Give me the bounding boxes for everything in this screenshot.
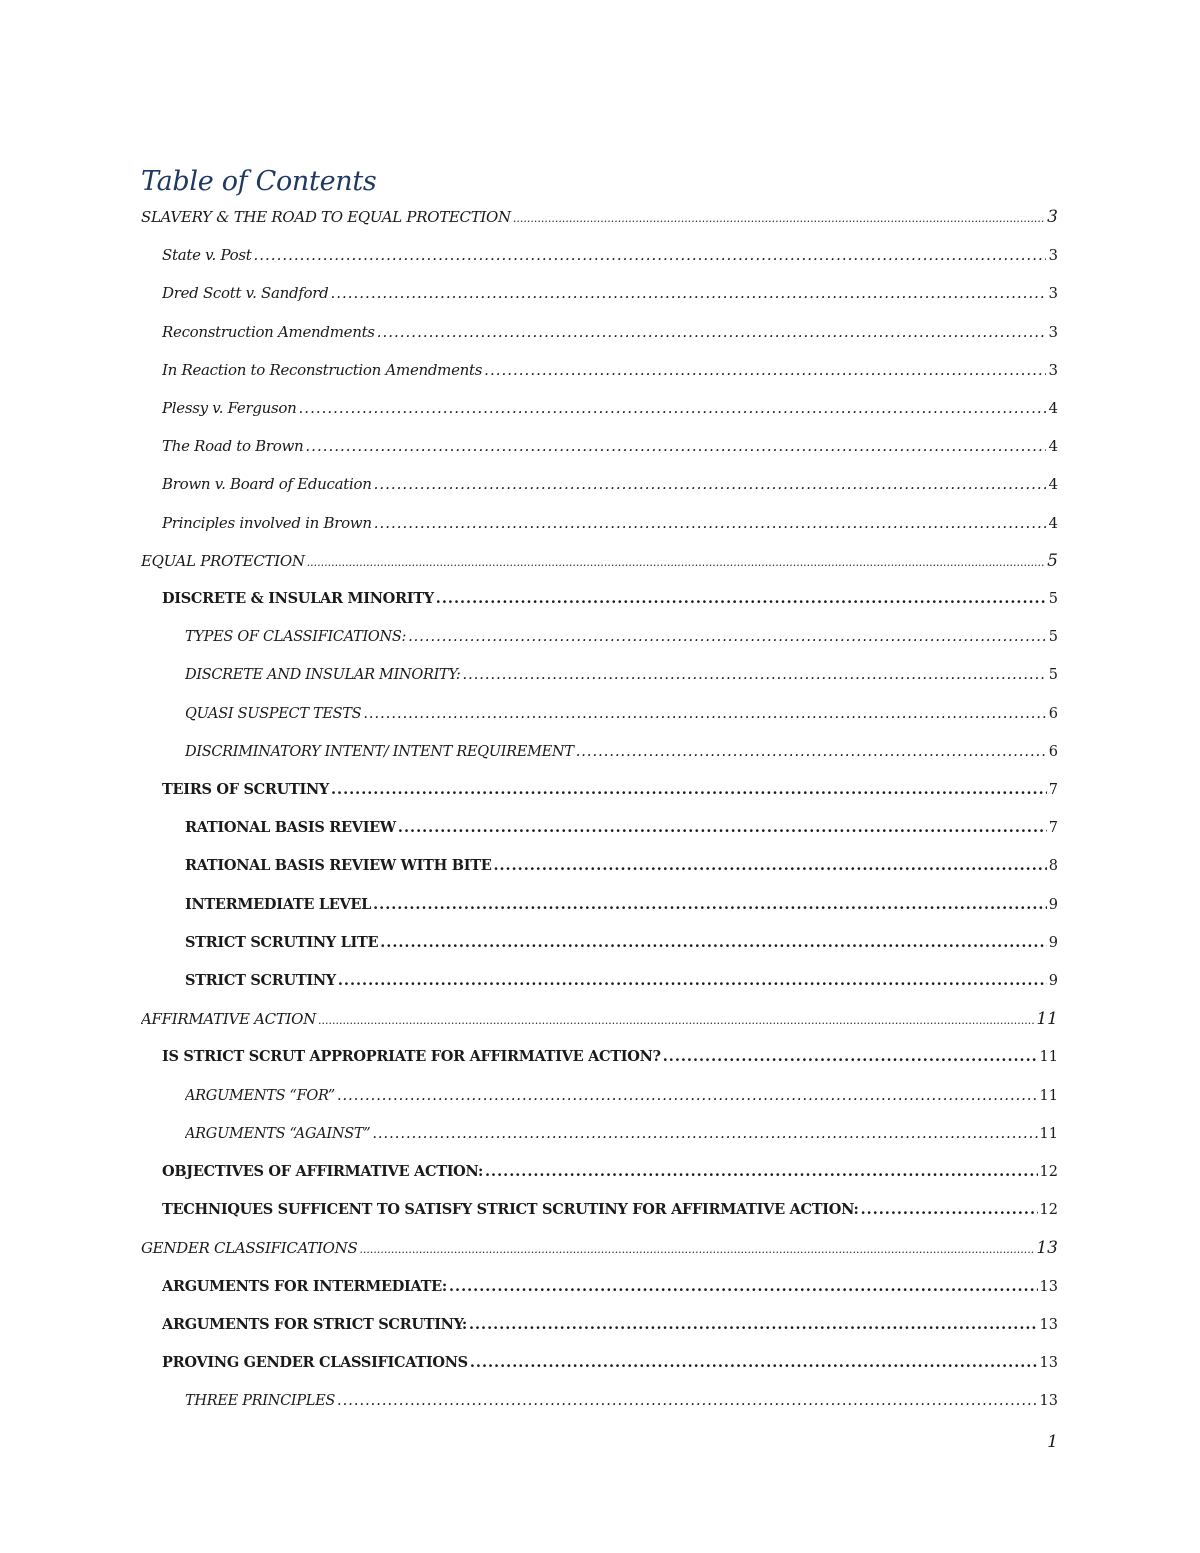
toc-entry-label: OBJECTIVES OF AFFIRMATIVE ACTION: [162,1163,483,1180]
toc-dot-leader [377,320,1047,344]
toc-entry-page: 6 [1048,743,1058,760]
toc-entry-page: 5 [1048,591,1058,607]
toc-entry-page: 4 [1048,399,1058,417]
toc-entry-label: QUASI SUSPECT TESTS [185,705,362,722]
toc-entry-page: 4 [1048,437,1058,456]
toc-entry[interactable] [162,1351,1058,1375]
toc-entry-label: EQUAL PROTECTION [141,551,305,570]
toc-dot-leader [299,396,1047,420]
toc-entry-label: GENDER CLASSIFICATIONS [141,1239,358,1258]
toc-dot-leader [470,1351,1038,1375]
toc-entry[interactable] [185,625,1058,649]
toc-entry[interactable] [185,1122,1058,1146]
toc-entry-label: STRICT SCRUTINY LITE [185,933,379,951]
toc-dot-leader [331,778,1047,802]
toc-entry[interactable] [185,1084,1058,1108]
toc-entry[interactable] [162,1045,1058,1069]
toc-dot-leader [318,1009,1034,1031]
toc-entry[interactable] [185,740,1058,764]
toc-dot-leader [374,511,1047,535]
toc-entry-page: 11 [1039,1125,1058,1142]
toc-entry-label: SLAVERY & THE ROAD TO EQUAL PROTECTION [141,208,511,226]
toc-entry-page: 13 [1039,1355,1058,1371]
toc-entry-label: DISCRETE AND INSULAR MINORITY: [185,667,461,684]
toc-entry[interactable] [185,969,1058,993]
toc-entry-label: ARGUMENTS “FOR” [185,1087,335,1104]
toc-entry-page: 12 [1039,1164,1058,1180]
toc-dot-leader [576,740,1047,764]
toc-entry[interactable] [162,281,1058,305]
toc-entry-page: 4 [1048,513,1058,532]
toc-entry[interactable] [162,396,1058,420]
toc-dot-leader [493,854,1046,878]
toc-entry-page: 11 [1036,1009,1058,1030]
toc-entry-label: In Reaction to Reconstruction Amendments [162,360,483,379]
toc-entry-page: 5 [1047,550,1058,571]
toc-entry-label: IS STRICT SCRUT APPROPRIATE FOR AFFIRMATIVE ACTION? [162,1048,661,1066]
toc-dot-leader [374,472,1047,496]
toc-entry[interactable] [185,854,1058,878]
toc-entry-page: 13 [1039,1278,1058,1295]
toc-dot-leader [436,587,1047,611]
toc-entry[interactable] [162,1198,1058,1222]
toc-dot-leader [408,625,1047,649]
toc-heading: Table of Contents [141,166,377,197]
toc-entry[interactable] [185,663,1058,687]
toc-dot-leader [861,1198,1038,1222]
toc-entry-page: 4 [1048,475,1058,494]
toc-dot-leader [380,931,1047,955]
toc-entry-label: INTERMEDIATE LEVEL [185,895,372,913]
toc-entry-label: THREE PRINCIPLES [185,1393,336,1410]
toc-entry-label: Reconstruction Amendments [162,322,375,341]
toc-entry-label: The Road to Brown [162,437,304,456]
toc-dot-leader [469,1313,1038,1337]
toc-entry[interactable] [141,1007,1058,1031]
toc-dot-leader [485,1160,1038,1184]
toc-dot-leader [254,243,1047,267]
toc-entry-label: AFFIRMATIVE ACTION [141,1010,316,1029]
toc-entry-label: Plessy v. Ferguson [162,399,297,417]
toc-entry[interactable] [185,1389,1058,1413]
toc-entry-page: 6 [1048,705,1058,722]
toc-dot-leader [330,281,1046,305]
toc-entry[interactable] [162,587,1058,611]
toc-entry-label: STRICT SCRUTINY [185,972,336,989]
toc-entry-label: DISCRETE & INSULAR MINORITY [162,590,434,607]
toc-dot-leader [363,702,1046,726]
toc-dot-leader [484,358,1046,382]
toc-dot-leader [337,1389,1038,1413]
toc-entry[interactable] [185,893,1058,917]
toc-dot-leader [307,551,1046,573]
toc-entry[interactable] [162,511,1058,535]
toc-entry-label: State v. Post [162,246,252,265]
toc-entry-label: ARGUMENTS FOR STRICT SCRUTINY: [162,1315,467,1333]
toc-entry-page: 9 [1048,934,1058,951]
toc-entry[interactable] [185,931,1058,955]
toc-entry-label: TYPES OF CLASSIFICATIONS: [185,629,407,646]
toc-entry-page: 7 [1048,820,1058,837]
toc-entry-page: 13 [1039,1393,1058,1410]
toc-entry-page: 11 [1039,1087,1058,1104]
toc-entry-page: 9 [1048,896,1058,913]
toc-entry-page: 3 [1048,246,1058,265]
toc-entry[interactable] [162,1275,1058,1299]
toc-entry[interactable] [162,472,1058,496]
toc-dot-leader [337,1084,1038,1108]
toc-dot-leader [305,434,1046,458]
toc-dot-leader [663,1045,1038,1069]
toc-entry-label: ARGUMENTS FOR INTERMEDIATE: [162,1277,447,1295]
toc-dot-leader [373,893,1047,917]
toc-entry-page: 9 [1048,973,1058,989]
toc-entry-page: 5 [1048,667,1058,684]
toc-entry-page: 5 [1048,629,1058,646]
toc-dot-leader [398,816,1047,840]
toc-entry[interactable] [162,778,1058,802]
toc-dot-leader [513,207,1045,229]
toc-entry-page: 3 [1048,360,1058,379]
toc-entry[interactable] [162,243,1058,267]
toc-entry-page: 11 [1039,1049,1058,1066]
toc-entry-label: DISCRIMINATORY INTENT/ INTENT REQUIREMENT [185,743,574,760]
toc-entry-label: Brown v. Board of Education [162,475,372,494]
toc-entry-page: 13 [1039,1316,1058,1333]
toc-dot-leader [449,1275,1038,1299]
toc-entry-page: 3 [1048,322,1058,341]
toc-entry-label: Principles involved in Brown [162,513,372,532]
toc-entry[interactable] [141,1236,1058,1260]
toc-dot-leader [338,969,1047,993]
toc-entry-page: 3 [1047,207,1058,227]
toc-entry-label: TEIRS OF SCRUTINY [162,781,329,798]
toc-entry-label: RATIONAL BASIS REVIEW [185,819,396,837]
toc-entry-label: PROVING GENDER CLASSIFICATIONS [162,1354,468,1371]
toc-entry-page: 12 [1039,1202,1058,1219]
toc-entry[interactable] [185,702,1058,726]
toc-entry[interactable] [162,320,1058,344]
toc-entry[interactable] [162,1160,1058,1184]
toc-entry[interactable] [141,205,1058,229]
toc-dot-leader [462,663,1046,687]
page-number: 1 [1047,1432,1058,1452]
toc-entry-label: RATIONAL BASIS REVIEW WITH BITE [185,857,492,875]
toc-dot-leader [372,1122,1037,1146]
toc-entry-label: TECHNIQUES SUFFICENT TO SATISFY STRICT SCRUTINY FOR AFFIRMATIVE ACTION: [162,1201,859,1219]
toc-entry-page: 8 [1048,858,1058,875]
toc-entry[interactable] [185,816,1058,840]
toc-entry-page: 3 [1048,284,1058,303]
toc-entry-page: 7 [1048,782,1058,798]
toc-entry[interactable] [141,549,1058,573]
toc-entry-page: 13 [1036,1238,1058,1259]
toc-entry[interactable] [162,1313,1058,1337]
toc-entry[interactable] [162,434,1058,458]
toc-entry[interactable] [162,358,1058,382]
toc-entry-label: ARGUMENTS “AGAINST” [185,1125,371,1142]
toc-dot-leader [359,1238,1034,1260]
toc-entry-label: Dred Scott v. Sandford [162,284,329,303]
